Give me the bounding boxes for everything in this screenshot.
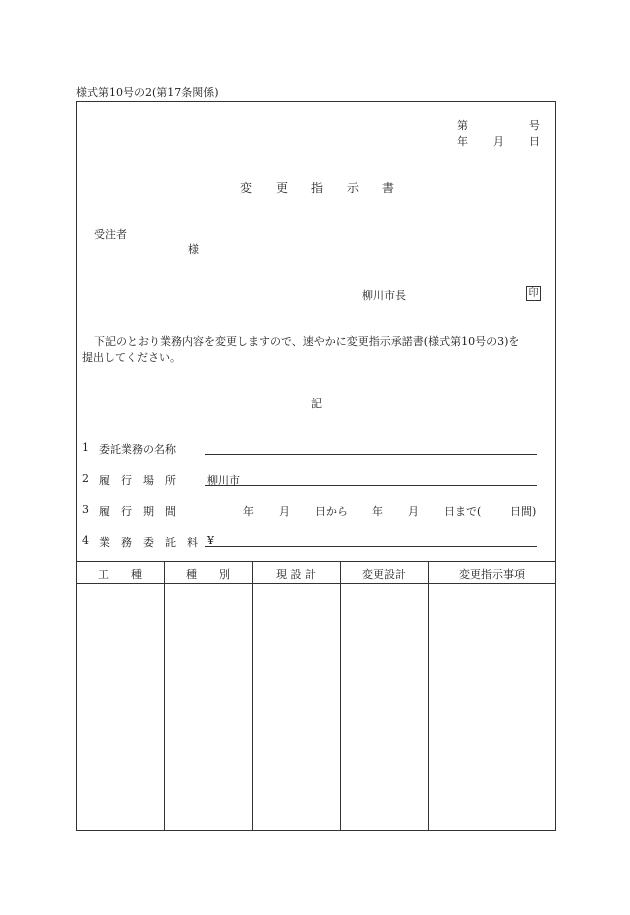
- table-col-divider-4: [428, 561, 429, 831]
- mayor-label: 柳川市長: [362, 289, 406, 302]
- item2-label: 履 行 場 所: [99, 474, 176, 487]
- title-char-3: 指: [311, 181, 324, 195]
- table-header-henkou-shiji-jikou: 変更指示事項: [459, 568, 525, 581]
- title-char-2: 更: [276, 181, 289, 195]
- ki-heading: 記: [311, 397, 322, 410]
- item4-value: ¥: [207, 534, 214, 547]
- body-text-line1: 下記のとおり業務内容を変更しますので、速やかに変更指示承諾書(様式第10号の3)を: [94, 335, 520, 348]
- item3-until: 日まで(: [444, 505, 482, 518]
- table-header-henkou-sekkei: 変更設計: [362, 568, 406, 581]
- item1-label: 委託業務の名称: [99, 443, 176, 456]
- contractor-honorific: 様: [188, 243, 199, 256]
- seal-mark: 印: [526, 286, 541, 301]
- form-frame: [76, 101, 556, 831]
- item3-number: 3: [82, 503, 89, 516]
- number-dai-label: 第: [457, 119, 468, 132]
- table-header-border: [76, 583, 556, 584]
- item4-underline: [205, 546, 537, 547]
- item2-underline: [205, 485, 537, 486]
- date-day-label: 日: [529, 135, 540, 148]
- item4-number: 4: [82, 534, 89, 547]
- title-char-5: 書: [382, 181, 395, 195]
- item3-from: 日から: [315, 505, 348, 518]
- table-header-gen-sekkei: 現 設 計: [276, 568, 316, 581]
- title-char-4: 示: [347, 181, 360, 195]
- title-char-1: 変: [240, 181, 253, 195]
- item2-number: 2: [82, 472, 89, 485]
- body-text-line2: 提出してください。: [82, 351, 181, 364]
- contractor-label: 受注者: [94, 228, 127, 241]
- item3-month2: 月: [408, 505, 419, 518]
- table-col-divider-1: [164, 561, 165, 831]
- item3-days: 日間): [510, 505, 537, 518]
- item1-number: 1: [82, 441, 89, 454]
- table-col-divider-3: [340, 561, 341, 831]
- item2-value: 柳川市: [207, 474, 240, 487]
- number-gou-label: 号: [529, 119, 540, 132]
- item4-label: 業 務 委 託 料: [99, 536, 198, 549]
- item3-year2: 年: [372, 505, 383, 518]
- item1-underline: [205, 454, 537, 455]
- item3-month1: 月: [279, 505, 290, 518]
- date-year-label: 年: [457, 135, 468, 148]
- table-top-border: [76, 561, 556, 562]
- table-header-shubetsu: 種 別: [186, 568, 230, 581]
- table-header-kousyu: 工 種: [98, 568, 142, 581]
- form-reference: 様式第10号の2(第17条関係): [76, 86, 219, 99]
- date-month-label: 月: [493, 135, 504, 148]
- item3-year1: 年: [243, 505, 254, 518]
- table-col-divider-2: [252, 561, 253, 831]
- item3-label: 履 行 期 間: [99, 505, 176, 518]
